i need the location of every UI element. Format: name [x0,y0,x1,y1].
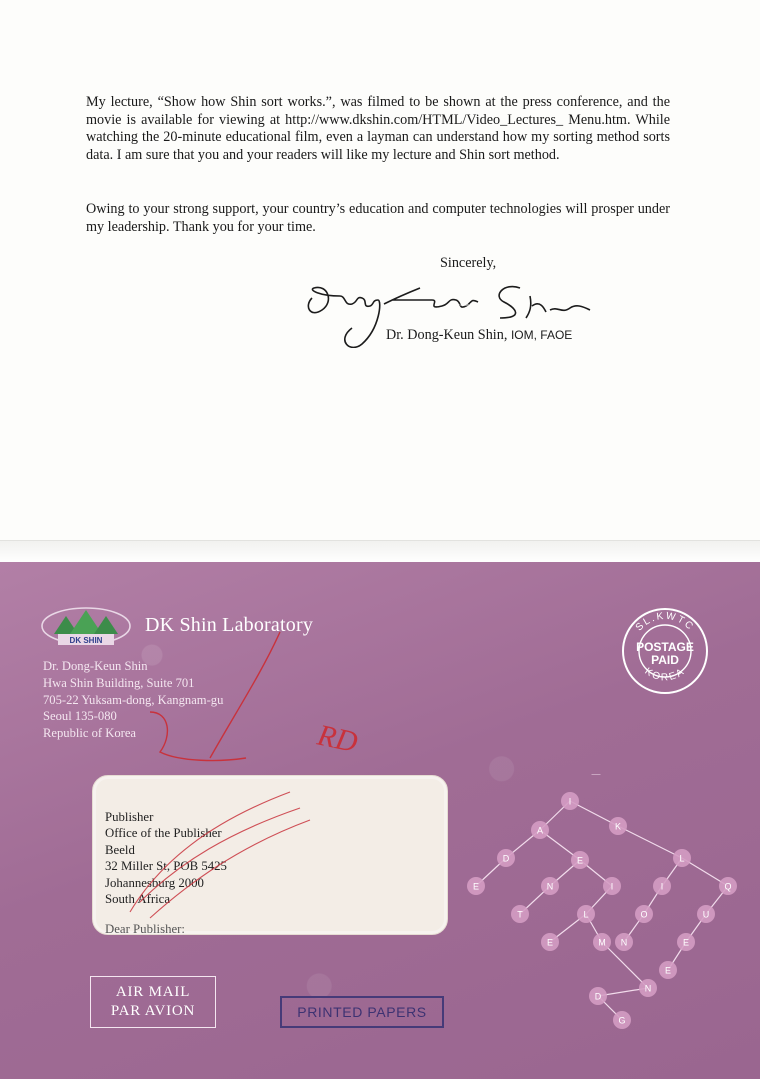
sender-line: 705-22 Yuksam-dong, Kangnam-gu [43,692,224,707]
signer-credentials: IOM, FAOE [510,328,573,342]
tree-node-letter: M [598,937,606,948]
handwritten-rd-note: RD [314,718,361,760]
letter-paragraph-2: Owing to your strong support, your country’s education and computer technologies will prosper under my leadership. Thank you for your time. [86,201,670,235]
tree-node-letter: K [614,821,622,832]
tree-edge [618,826,682,858]
stamp-ring-bottom: KOREA [642,665,688,684]
tree-node-letter: I [610,881,614,892]
stamp-center-line: PAID [651,653,679,667]
tree-node-letter: I [568,796,572,807]
recipient-line: Johannesburg 2000 [105,875,204,890]
address-window [92,775,448,935]
stamp-ring-top: SL.KWTC [633,610,697,634]
air-mail-label [90,976,216,1028]
tree-node-letter: N [644,983,652,994]
stamp-center-line: POSTAGE [636,640,694,654]
envelope [0,562,760,1079]
tree-node-letter: O [640,909,648,920]
tree-node-letter: T [517,909,523,920]
signer-name: Dr. Dong-Keun Shin, [386,327,508,343]
air-mail-line: PAR AVION [110,1003,196,1019]
salutation-text: Dear Publisher: [105,922,185,935]
dk-shin-logo [40,600,132,648]
tree-node-letter: U [702,909,710,920]
svg-text:KOREA [643,666,688,684]
tree-node-letter: E [664,965,672,976]
tree-node-letter: L [583,909,589,920]
tree-node-letter: E [546,937,554,948]
postage-paid-stamp [620,606,710,696]
letter-paragraph-1: My lecture, “Show how Shin sort works.”, was filmed to be shown at the press conference, and the movie is available for viewing at http://www.dkshin.com/HTML/Video_Lectures_ Menu.htm. While watching the 20-minute educational film, even a layman can understand how my sorting method sorts data. I am sure that you and your readers will like my lecture and Shin sort method. [86,94,670,163]
paper-fold [0,540,760,563]
laboratory-name: DK Shin Laboratory [145,614,314,636]
recipient-line: 32 Miller St, POB 5425 [105,859,227,874]
tree-node-letter: E [576,855,584,866]
sender-line: Republic of Korea [43,726,137,741]
sort-tree-diagram [460,774,750,1034]
tree-node-letter: I [660,881,664,892]
tree-node-letter: A [536,825,544,836]
tree-node-letter: E [472,881,480,892]
tree-node-letter: L [679,853,685,864]
letter-closing: Sincerely, [440,255,497,271]
recipient-line: Beeld [105,842,135,857]
logo-text: DK SHIN [69,636,103,645]
tree-node-letter: N [620,937,628,948]
tree-node-letter: N [546,881,554,892]
tree-node-letter: D [502,853,510,864]
recipient-line: Publisher [105,810,154,824]
tree-node-letter: Q [724,881,732,892]
recipient-address [105,809,227,907]
sender-line: Hwa Shin Building, Suite 701 [43,675,195,690]
sender-line: Dr. Dong-Keun Shin [43,659,148,673]
tree-node-letter: G [618,1015,626,1026]
signature-text: Dong-Keun Shin [450,302,478,307]
recipient-line: South Africa [105,892,171,907]
air-mail-line: AIR MAIL [115,984,191,1000]
recipient-line: Office of the Publisher [105,826,222,841]
tree-node-letter: E [682,937,690,948]
sender-address [43,658,223,742]
printed-papers-stamp: PRINTED PAPERS [280,996,444,1028]
sender-line: Seoul 135-080 [43,709,117,724]
signer-block [386,327,572,344]
tree-node-letter: D [594,991,602,1002]
